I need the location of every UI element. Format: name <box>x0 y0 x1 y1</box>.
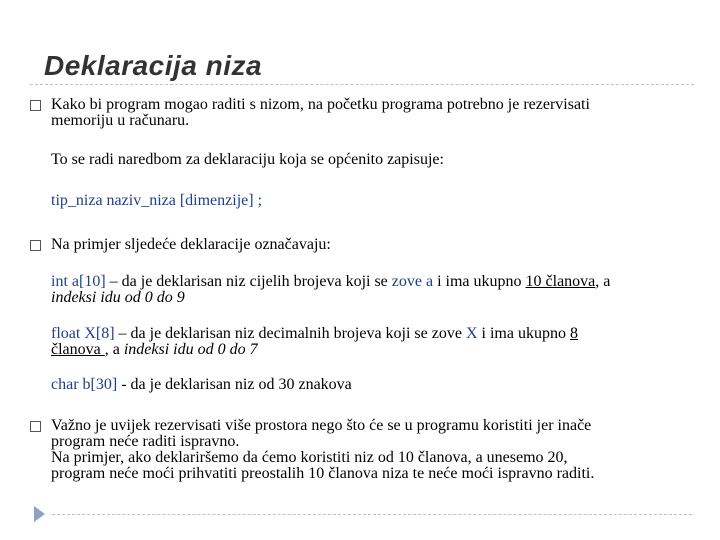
paragraph-declaration-intro: To se radi naredbom za deklaraciju koja se općenito zapisuje: <box>51 151 444 168</box>
next-slide-arrow-icon[interactable] <box>34 506 45 522</box>
example-char-code: char b[30] <box>51 376 118 393</box>
example-int-count: 10 članova <box>525 273 596 290</box>
paragraph-warning-line4: program neće moći prihvatiti preostalih 10 članova niza te neće moći ispravno raditi. <box>51 465 595 482</box>
example-char <box>51 377 696 393</box>
example-char-text: - da je deklarisan niz od 30 znakova <box>117 376 352 393</box>
declaration-syntax: tip_niza naziv_niza [dimenzije] ; <box>51 192 263 209</box>
example-int <box>51 274 696 306</box>
paragraph-warning-line1: Važno je uvijek rezervisati više prostora nego što će se u programu koristiti jer inače <box>51 417 592 434</box>
paragraph-warning-line3: Na primjer, ako deklariršemo da ćemo koristiti niz od 10 članova, a unesemo 20, <box>51 449 568 466</box>
paragraph-examples-intro: Na primjer sljedeće deklaracije označavaju: <box>51 236 331 253</box>
example-float-count: 8 <box>569 325 578 342</box>
bullet-square-icon <box>30 240 41 251</box>
example-float-text2: i ima ukupno <box>477 325 570 342</box>
example-float-count-word: članova <box>51 341 105 358</box>
example-int-name: zove a <box>391 273 434 290</box>
example-int-indices: indeksi idu od 0 do 9 <box>51 289 185 306</box>
paragraph-warning-line2: program neće raditi ispravno. <box>51 433 240 450</box>
page-title: Deklaracija niza <box>44 50 263 81</box>
bullet-square-icon <box>30 100 41 111</box>
example-int-text1: – da je deklarisan niz cijelih brojeva koji se <box>105 273 392 290</box>
example-float-indices: indeksi idu od 0 do 7 <box>123 341 258 358</box>
example-float-code: float X[8] <box>51 325 115 342</box>
paragraph-warning <box>51 418 696 482</box>
example-int-text2: i ima ukupno <box>433 273 526 290</box>
example-float-text1: – da je deklarisan niz decimalnih brojeva koji se zove <box>114 325 466 342</box>
bullet-square-icon <box>30 421 41 432</box>
footer-divider <box>52 514 692 515</box>
example-float-text3: , a <box>104 341 124 358</box>
example-float <box>51 326 696 358</box>
title-divider <box>30 84 694 85</box>
paragraph-memory-line1: Kako bi program mogao raditi s nizom, na početku programa potrebno je rezervisati <box>51 96 590 113</box>
example-float-name: X <box>465 325 478 342</box>
paragraph-memory-line2: memoriju u računaru. <box>51 112 190 129</box>
example-int-code: int a[10] <box>51 273 106 290</box>
paragraph-memory <box>51 97 696 129</box>
example-int-text3: , a <box>595 273 611 290</box>
